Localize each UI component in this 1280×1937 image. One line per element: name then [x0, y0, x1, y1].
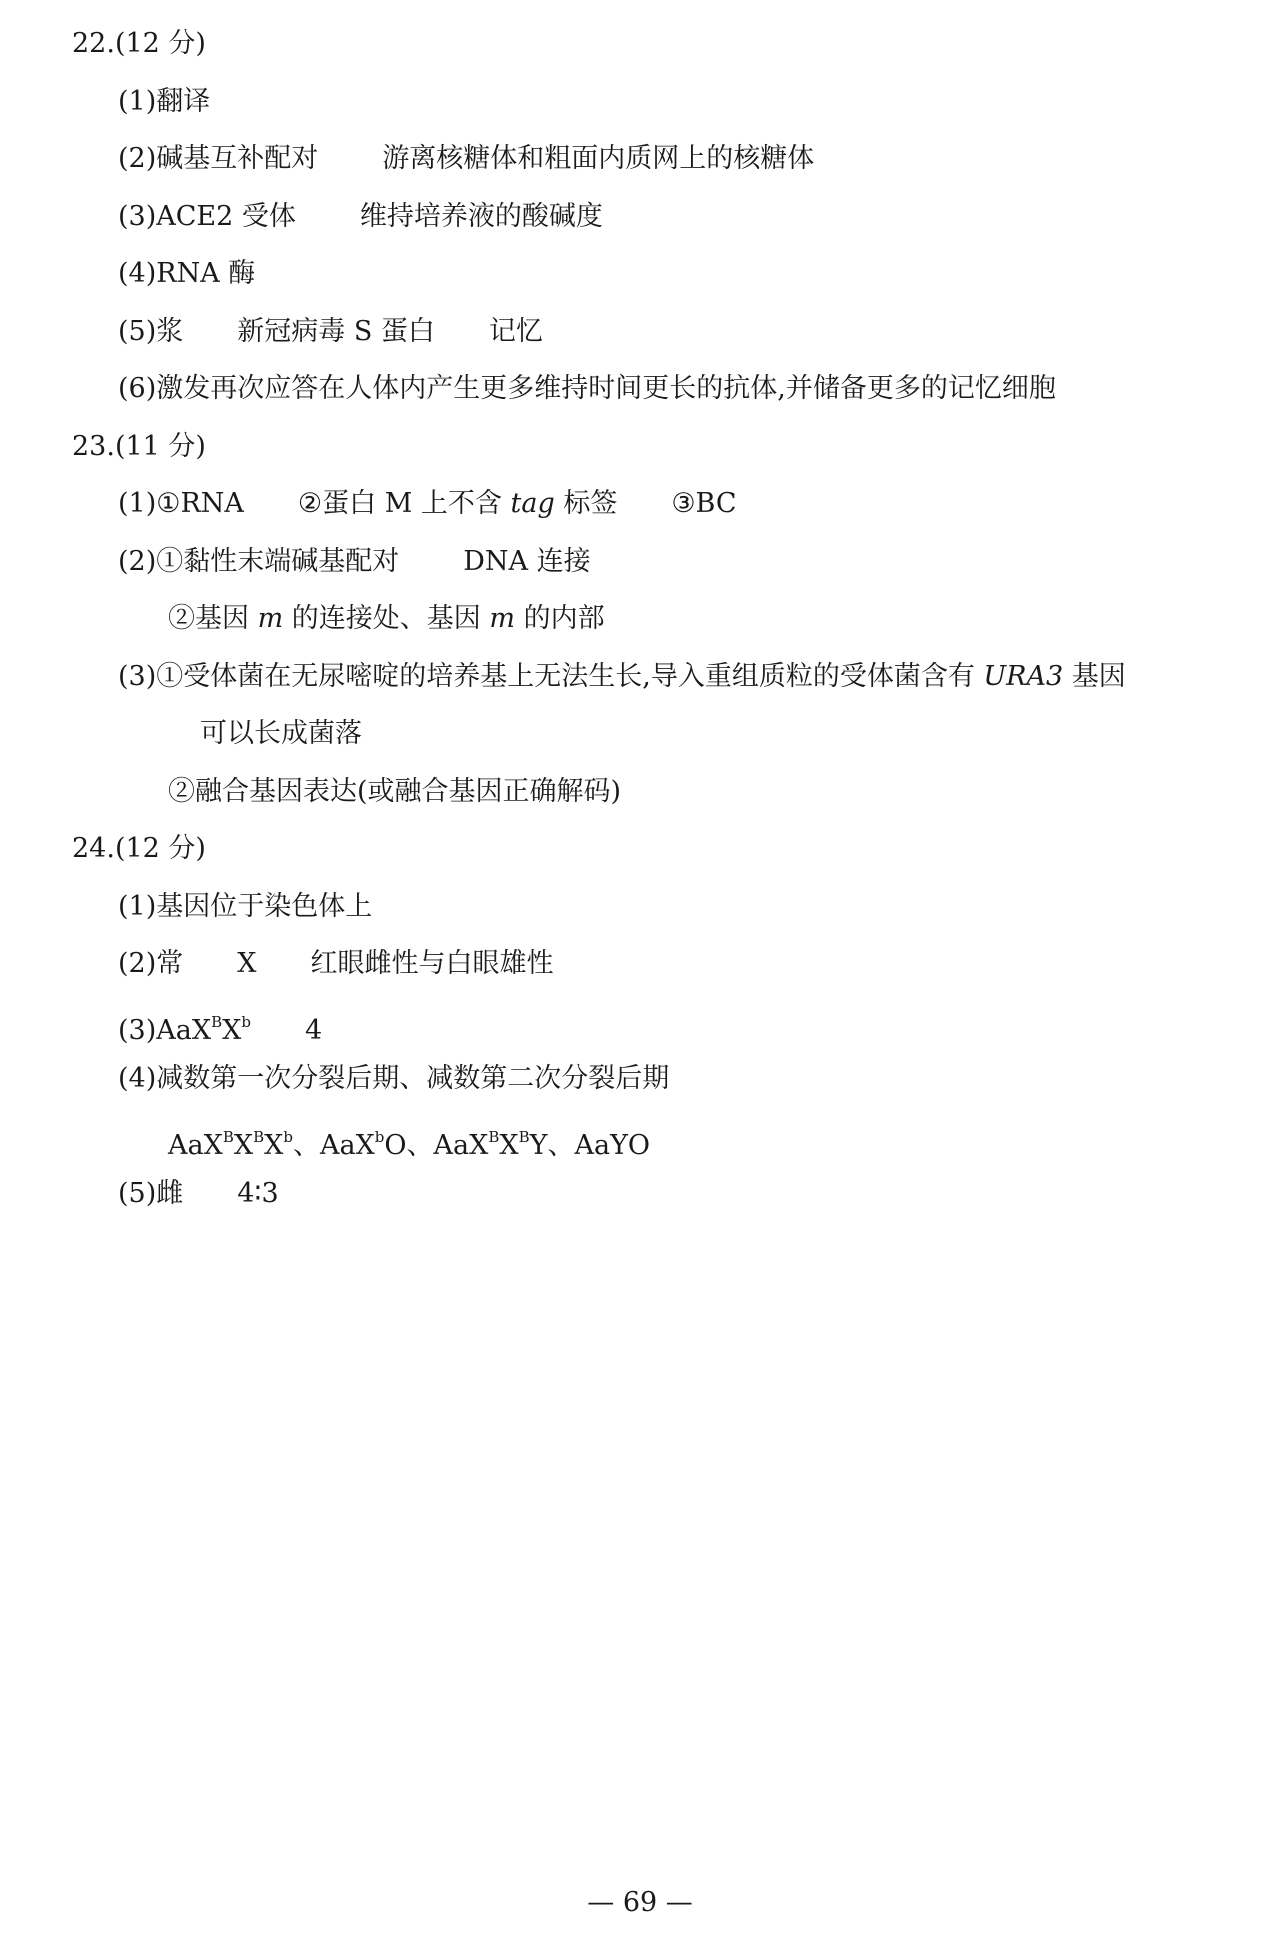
q24-part5	[118, 1177, 279, 1211]
q23-part1-answer-a: (1)①RNA	[118, 488, 244, 519]
q22-part6: (6)激发再次应答在人体内产生更多维持时间更长的抗体,并储备更多的记忆细胞	[118, 373, 1056, 404]
q24-part2-answer-b: X	[237, 948, 257, 979]
q24-part5-answer-b: 4∶3	[237, 1178, 279, 1209]
q24-part3-count: 4	[304, 1015, 323, 1046]
q22-part1: (1)翻译	[118, 86, 211, 117]
q22-part3-answer-a: (3)ACE2 受体	[118, 201, 296, 232]
q23-part3-answer-b: ②融合基因表达(或融合基因正确解码)	[168, 776, 622, 807]
q22-part2-answer-a: (2)碱基互补配对	[118, 143, 319, 174]
q23-part3-answer-a-continued: 可以长成菌落	[200, 718, 362, 749]
q24-part2-answer-a: (2)常	[118, 948, 184, 979]
q22-part3-answer-b: 维持培养液的酸碱度	[359, 201, 603, 232]
q24-part5-answer-a: (5)雌	[118, 1178, 184, 1209]
q23-part2-answer-b: DNA 连接	[463, 546, 591, 577]
q24-part2	[118, 947, 553, 981]
q23-header: 23.(11 分)	[72, 431, 206, 462]
q23-part1-answer-c: ③BC	[671, 488, 737, 519]
q24-part1: (1)基因位于染色体上	[118, 891, 373, 922]
q22-part5	[118, 315, 543, 349]
q24-part4-genotypes: $AaX^BX^BX^b$、AaX$^b$O、$AaX^BX^BY$、AaYO	[168, 1128, 651, 1161]
q24-part4: (4)减数第一次分裂后期、减数第二次分裂后期	[118, 1063, 670, 1094]
q23-part1-answer-b: ②蛋白 M 上不含 tag 标签	[297, 488, 618, 519]
q23-part2-answer-c: ②基因 m 的连接处、基因 m 的内部	[168, 603, 605, 634]
q23-part2-answer-a: (2)①黏性末端碱基配对	[118, 546, 400, 577]
q22-header: 22.(12 分)	[72, 28, 206, 59]
q22-part2	[118, 142, 814, 176]
q23-part2	[118, 545, 591, 579]
q22-part5-answer-a: (5)浆	[118, 316, 184, 347]
q23-part1	[118, 487, 737, 521]
q22-part5-answer-b: 新冠病毒 S 蛋白	[237, 316, 435, 347]
q24-header: 24.(12 分)	[72, 833, 206, 864]
q22-part5-answer-c: 记忆	[488, 316, 543, 347]
q24-part3-genotype: $AaX^BX^b$	[156, 1013, 251, 1046]
page-number: — 69 —	[587, 1887, 693, 1918]
q22-part4: (4)RNA 酶	[118, 258, 256, 289]
q22-part2-answer-b: 游离核糖体和粗面内质网上的核糖体	[382, 143, 815, 174]
q24-part2-answer-c: 红眼雌性与白眼雄性	[310, 948, 554, 979]
q24-part3: $(3)AaX^BX^b$ 4	[118, 1013, 323, 1046]
q23-part3-answer-a: (3)①受体菌在无尿嘧啶的培养基上无法生长,导入重组质粒的受体菌含有 URA3 基因	[118, 661, 1126, 692]
q22-part3	[118, 200, 603, 234]
